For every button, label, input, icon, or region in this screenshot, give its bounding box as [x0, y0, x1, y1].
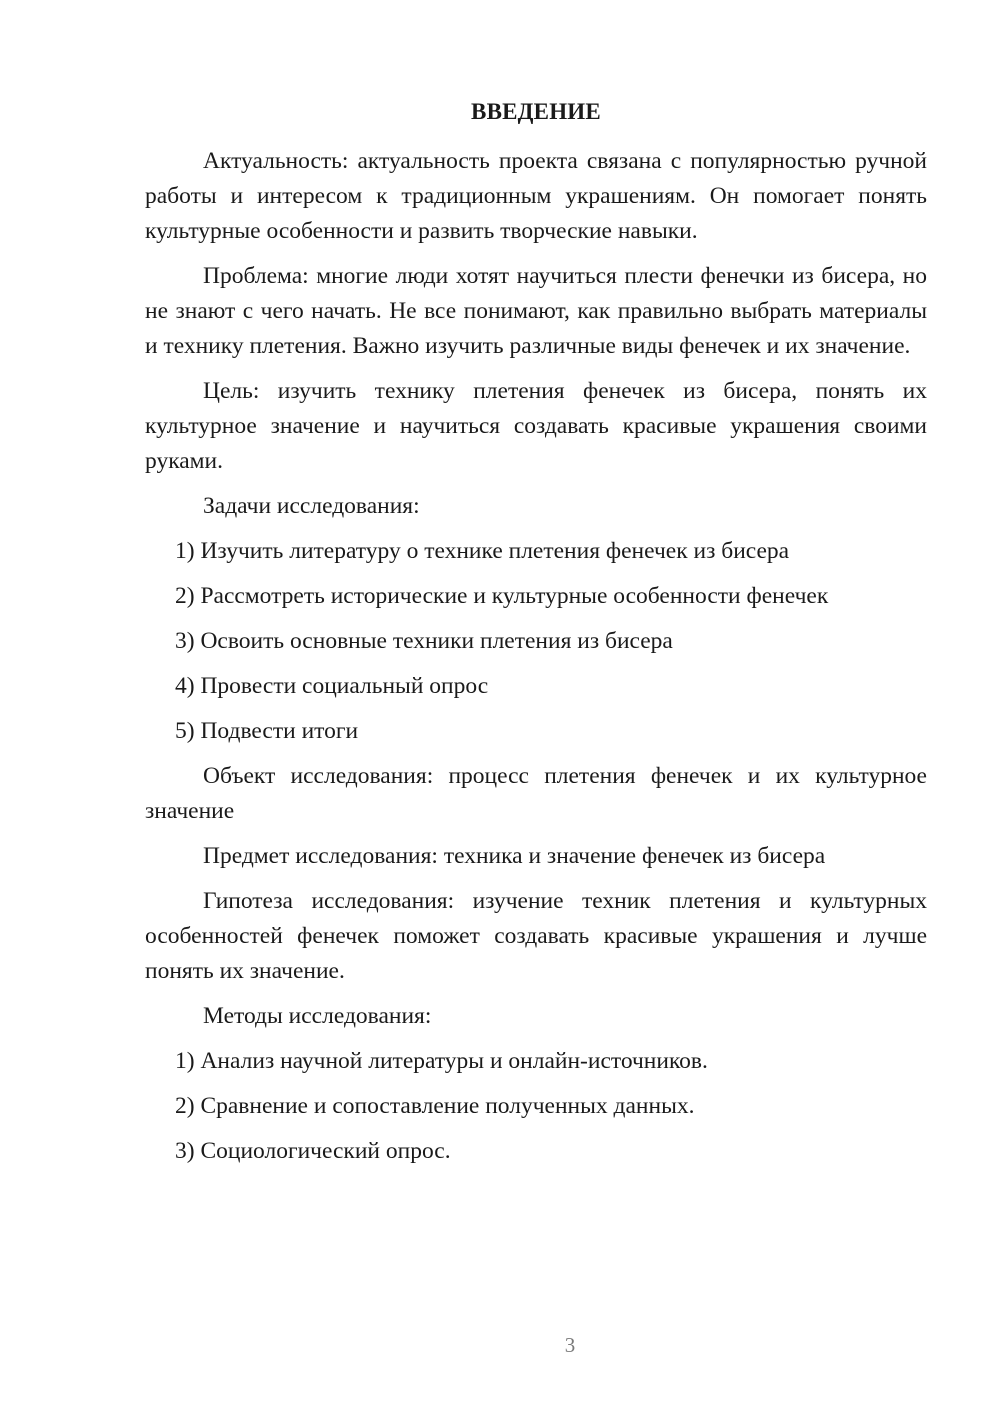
subject-paragraph: Предмет исследования: техника и значение фенечек из бисера	[203, 843, 826, 869]
tasks-list	[145, 534, 927, 749]
hypothesis-paragraph: Гипотеза исследования: изучение техник плетения и культурных особенностей фенечек поможет создавать красивые украшения и лучше понять их значение.	[145, 888, 927, 984]
relevance-paragraph: Актуальность: актуальность проекта связана с популярностью ручной работы и интересом к традиционным украшениям. Он помогает понять культурные особенности и развить творческие навыки.	[145, 148, 927, 244]
methods-heading: Методы исследования:	[203, 1003, 432, 1029]
list-item: 1) Анализ научной литературы и онлайн-источников.	[175, 1048, 708, 1074]
problem-paragraph: Проблема: многие люди хотят научиться плести фенечки из бисера, но не знают с чего начать. Не все понимают, как правильно выбрать материалы и технику плетения. Важно изучить различные виды фенечек и их значение.	[145, 263, 927, 359]
page-content	[145, 94, 927, 1179]
list-item: 2) Рассмотреть исторические и культурные особенности фенечек	[175, 583, 829, 609]
object-paragraph: Объект исследования: процесс плетения фенечек и их культурное значение	[145, 763, 927, 824]
methods-list	[145, 1044, 927, 1169]
page-title: ВВЕДЕНИЕ	[471, 99, 601, 124]
tasks-heading: Задачи исследования:	[203, 493, 420, 519]
list-item: 4) Провести социальный опрос	[175, 673, 489, 699]
goal-paragraph: Цель: изучить технику плетения фенечек из бисера, понять их культурное значение и научиться создавать красивые украшения своими руками.	[145, 378, 927, 474]
list-item: 1) Изучить литературу о технике плетения фенечек из бисера	[175, 538, 790, 564]
page-number: 3	[564, 1333, 576, 1357]
list-item: 5) Подвести итоги	[175, 718, 359, 744]
list-item: 3) Освоить основные техники плетения из бисера	[175, 628, 673, 654]
list-item: 3) Социологический опрос.	[175, 1138, 451, 1164]
list-item: 2) Сравнение и сопоставление полученных данных.	[175, 1093, 695, 1119]
